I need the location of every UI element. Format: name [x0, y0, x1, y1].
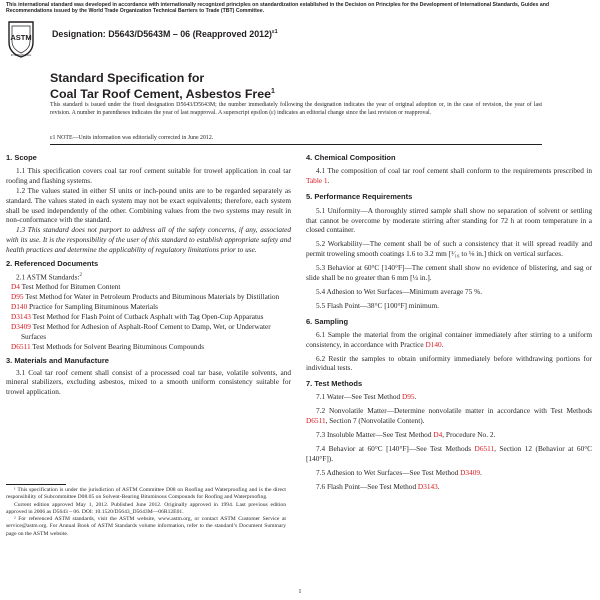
reference-item: D4 Test Method for Bitumen Content [11, 282, 121, 292]
para-7-3: 7.3 Insoluble Matter—See Test Method D4, Procedure No. 2. [316, 429, 496, 439]
footnotes [6, 484, 286, 538]
logo-text: ASTM [10, 33, 32, 42]
para-1-3: 1.3 This standard does not purport to address all of the safety concerns, if any, associated with its use. It is the responsibility of the user of this standard to establish appropriate safety and health practices and determine the applicability of regulatory limitations prior to use. [6, 225, 291, 255]
para-2-1: 2.1 ASTM Standards:$^2$ [16, 272, 82, 282]
reference-item: D3143 Test Method for Flash Point of Cutback Asphalt with Tag Open-Cup Apparatus [11, 312, 264, 322]
para-3-1: 3.1 Coal tar roof cement shall consist of a processed coal tar base, volatile solvents, and mineral stabilizers, excluding asbestos, mixed to a smooth uniform consistency suitable for trowel application. [6, 367, 291, 397]
reference-link[interactable]: D6511 [11, 341, 31, 351]
para-5-3: 5.3 Behavior at 60°C [140°F]—The cement shall show no evidence of blistering, and sag or slide shall be no greater than 6 mm [¼ in.]. [306, 263, 592, 283]
reference-link[interactable]: D3409 [460, 467, 481, 477]
left-column [6, 153, 291, 397]
reference-item: D3409 Test Method for Adhesion of Asphalt-Roof Cement to Damp, Wet, or Underwater Surfaces [11, 321, 271, 341]
footnote-1-edition: Current edition approved May 1, 2012. Published June 2012. Originally approved in 1994. Last previous edition approved in 2006 as D5643 – 06. DOI: 10.1520/D5643_D5643M—06R12E01. [6, 501, 286, 515]
right-column [306, 153, 592, 491]
para-5-1: 5.1 Uniformity—A thoroughly stirred sample shall show no separation of solvent or settling that cannot be overcome by moderate stirring after standing for 72 h at room temperature in a closed container. [306, 205, 592, 235]
para-5-5: 5.5 Flash Point—38°C [100°F] minimum. [316, 300, 440, 310]
table-1-link[interactable]: Table 1 [306, 175, 328, 185]
designation-epsilon: ε1 [272, 29, 278, 36]
para-1-1: 1.1 This specification covers coal tar roof cement suitable for trowel application in coal tar roofing and flashing systems. [6, 165, 291, 185]
para-6-1: 6.1 Sample the material from the original container immediately after stirring to a uniform consistency, in accordance with Practice D140. [306, 329, 592, 349]
section-2-heading: 2. Referenced Documents [6, 259, 99, 269]
reference-link[interactable]: D140 [425, 339, 442, 349]
reference-item: D6511 Test Methods for Solvent Bearing Bituminous Compounds [11, 341, 205, 351]
reference-link[interactable]: D6511 [306, 416, 326, 426]
section-1-heading: 1. Scope [6, 153, 37, 162]
editorial-note: ε1 NOTE—Units information was editorially corrected in June 2012. [50, 135, 214, 141]
reference-link[interactable]: D95 [401, 392, 415, 402]
reference-link[interactable]: D4 [11, 282, 20, 292]
title-footnote-mark: 1 [271, 88, 275, 95]
section-6-heading: 6. Sampling [306, 316, 349, 326]
para-7-1: 7.1 Water—See Test Method D95. [316, 392, 417, 402]
title-line-2: Coal Tar Roof Cement, Asbestos Free [50, 87, 272, 102]
para-6-2: 6.2 Restir the samples to obtain uniformity immediately before withdrawing portions for individual tests. [306, 353, 592, 373]
designation [52, 29, 278, 39]
logo-subtext: INTERNATIONAL [10, 54, 32, 57]
para-4-1: 4.1 The composition of coal tar roof cement shall conform to the requirements prescribed in Table 1. [306, 165, 592, 185]
section-5-heading: 5. Performance Requirements [306, 191, 413, 201]
para-7-2: 7.2 Nonvolatile Matter—Determine nonvolatile matter in accordance with Test Methods D6511, Section 7 (Nonvolatile Content). [306, 406, 592, 426]
reference-item: D140 Practice for Sampling Bituminous Materials [11, 302, 158, 312]
section-3-heading: 3. Materials and Manufacture [6, 355, 109, 365]
para-5-4: 5.4 Adhesion to Wet Surfaces—Minimum average 75 %. [316, 286, 483, 296]
reference-item: D95 Test Method for Water in Petroleum Products and Bituminous Materials by Distillation [11, 292, 280, 302]
reference-link[interactable]: D6511 [474, 443, 495, 453]
footnote-1: ¹ This specification is under the jurisdiction of ASTM Committee D08 on Roofing and Waterproofing and is the direct responsibility of Subcommittee D08.05 on Solvent-Bearing Bituminous Compounds for Roofing and Waterproofing. [6, 487, 286, 501]
para-7-5: 7.5 Adhesion to Wet Surfaces—See Test Method D3409. [316, 467, 482, 477]
astm-logo-icon [6, 20, 36, 58]
reference-link[interactable]: D95 [11, 292, 24, 302]
reference-link[interactable]: D3143 [11, 312, 31, 322]
header-rule [50, 144, 542, 145]
issuance-note: This standard is issued under the fixed designation D5643/D5643M; the number immediately following the designation indicates the year of original adoption or, in the case of revision, the year of last revision. A number in parentheses indicates the year of last reapproval. A superscript epsilon (ε) indicates an editorial change since the last revision or reapproval. [50, 102, 542, 116]
footnote-2: ² For referenced ASTM standards, visit the ASTM website, www.astm.org, or contact ASTM Customer Service at service@astm.org. For Annual Book of ASTM Standards volume information, refer to the standard’s Document Summary page on the ASTM website. [6, 516, 286, 537]
reference-link[interactable]: D3409 [11, 321, 31, 331]
section-4-heading: 4. Chemical Composition [306, 153, 396, 162]
para-7-4: 7.4 Behavior at 60°C [140°F]—See Test Methods D6511, Section 12 (Behavior at 60°C [140°F]). [306, 443, 592, 463]
para-7-6: 7.6 Flash Point—See Test Method D3143. [316, 481, 440, 491]
footnote-rule [6, 484, 66, 485]
designation-label: Designation: D5643/D5643M – 06 (Reapproved 2012) [52, 29, 272, 39]
document-title [50, 71, 470, 101]
para-1-2: 1.2 The values stated in either SI units or inch-pound units are to be regarded separately as standard. The values stated in each system may not be exact equivalents; therefore, each system shall be used independently of the other. Combining values from the two systems may result in non-conformance with the standard. [6, 185, 291, 225]
page-number: 1 [298, 588, 302, 595]
reference-link[interactable]: D4 [433, 429, 443, 439]
title-line-1: Standard Specification for [50, 71, 205, 85]
tbt-notice: This international standard was developed in accordance with internationally recognized principles on standardization established in the Decision on Principles for the Development of International Standards, Guides and Recommendations issued by the World Trade Organization Technical Barriers to Trade (TBT) Committee. [6, 2, 550, 15]
para-5-2: 5.2 Workability—The cement shall be of such a consistency that it will spread readily and permit troweling smooth coatings 1.6 to 3.2 mm [¹⁄₁₆ to ⅛ in.] thick on vertical surfaces. [306, 239, 592, 259]
section-7-heading: 7. Test Methods [306, 379, 363, 389]
reference-link[interactable]: D140 [11, 302, 28, 312]
reference-link[interactable]: D3143 [417, 481, 438, 491]
reference-list [6, 282, 291, 351]
